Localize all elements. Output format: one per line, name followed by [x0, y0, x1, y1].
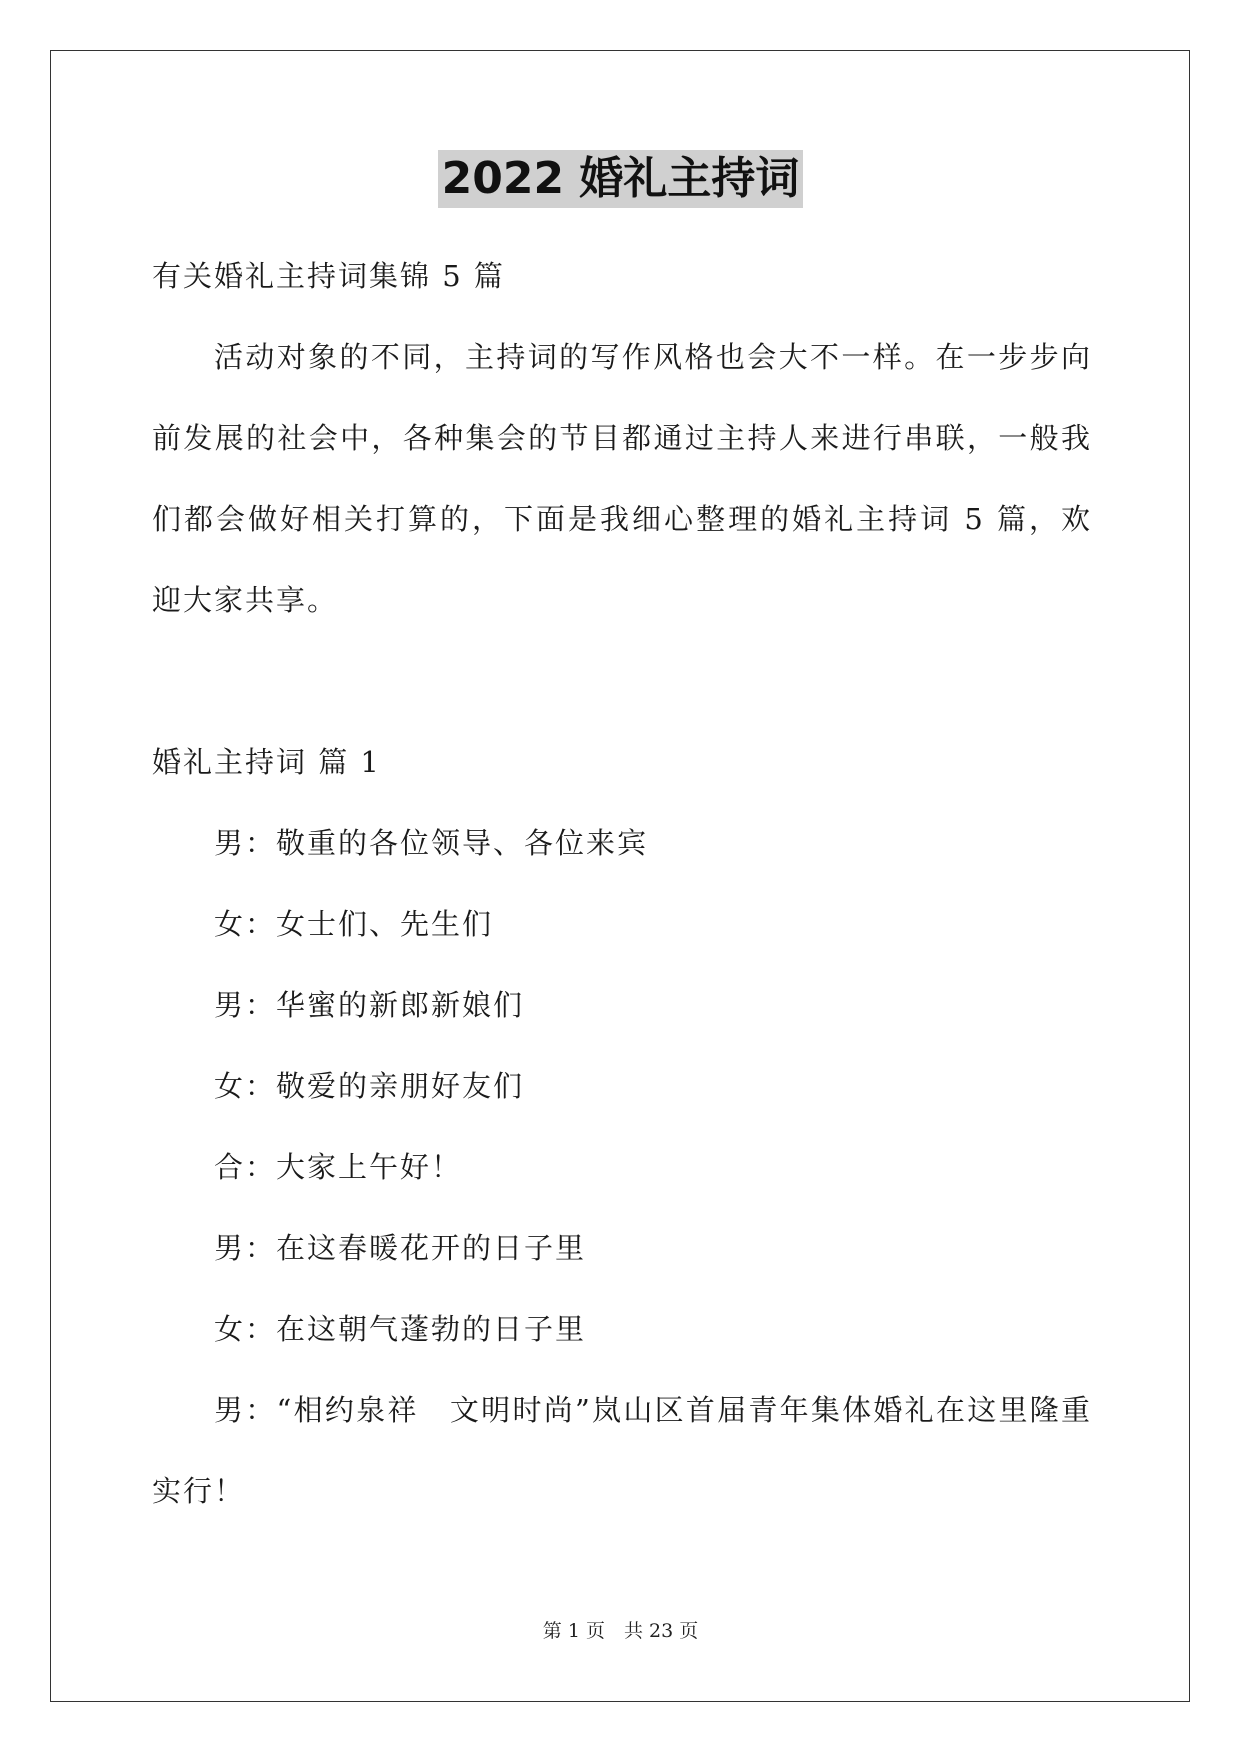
- dialogue-line: 男：“相约泉祥 文明时尚”岚山区首届青年集体婚礼在这里隆重实行！: [152, 1393, 1092, 1508]
- spacer: [152, 641, 1092, 722]
- dialogue-line: 男：华蜜的新郎新娘们: [214, 988, 525, 1022]
- dialogue-line: 男：在这春暖花开的日子里: [214, 1231, 587, 1265]
- document-title: 2022 婚礼主持词: [438, 150, 804, 208]
- page-number-footer: 第 1 页 共 23 页: [542, 1620, 699, 1642]
- document-body: [152, 236, 1092, 1532]
- intro-paragraph: 活动对象的不同，主持词的写作风格也会大不一样。在一步步向前发展的社会中，各种集会的节目都通过主持人来进行串联，一般我们都会做好相关打算的，下面是我细心整理的婚礼主持词 5 篇，欢迎大家共享。: [152, 340, 1092, 617]
- document-subtitle: 有关婚礼主持词集锦 5 篇: [152, 259, 505, 293]
- dialogue-line: 合：大家上午好！: [214, 1150, 463, 1184]
- dialogue-line: 女：敬爱的亲朋好友们: [214, 1069, 525, 1103]
- title-container: [0, 150, 1241, 208]
- dialogue-line: 女：女士们、先生们: [214, 907, 494, 941]
- dialogue-line: 男：敬重的各位领导、各位来宾: [214, 826, 649, 860]
- dialogue-line: 女：在这朝气蓬勃的日子里: [214, 1312, 587, 1346]
- section-heading: 婚礼主持词 篇 1: [152, 745, 381, 779]
